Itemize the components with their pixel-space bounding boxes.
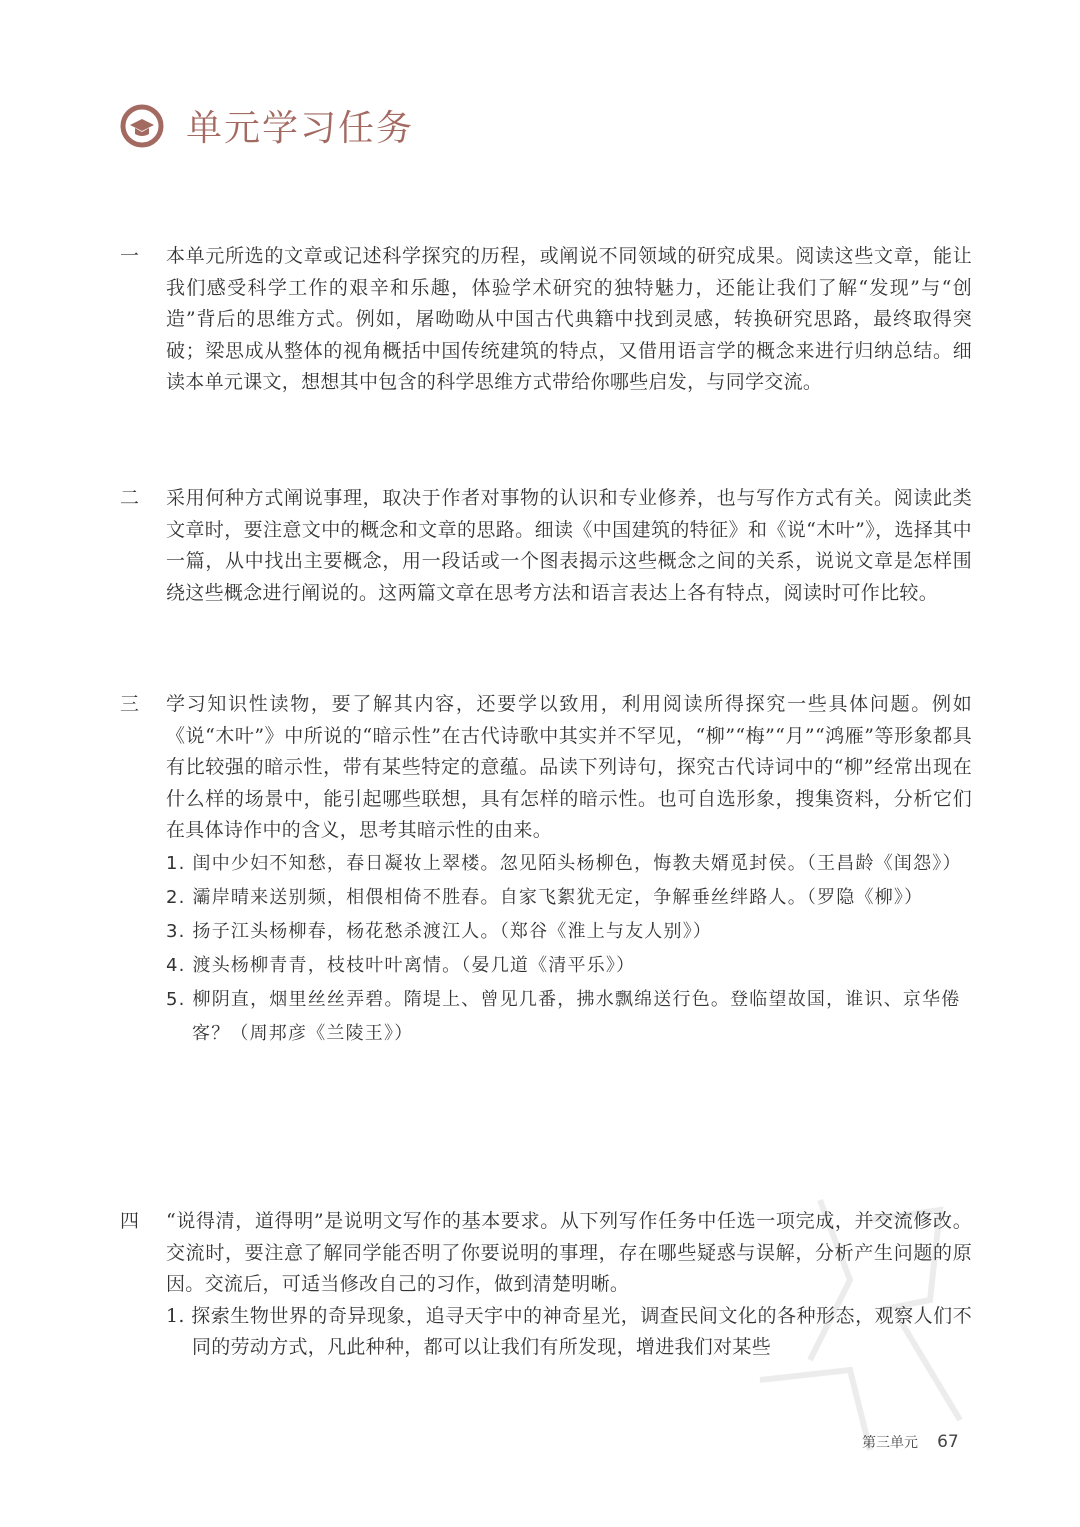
section-text: “说得清，道得明”是说明文写作的基本要求。从下列写作任务中任选一项完成，并交流修改。交流时，要注意了解同学能否明了你要说明的事理，存在哪些疑惑与误解，分析产生问题的原因。交流后，可适当修改自己的习作，做到清楚明晰。: [166, 1210, 972, 1295]
section-text: 采用何种方式阐说事理，取决于作者对事物的认识和专业修养，也与写作方式有关。阅读此类文章时，要注意文中的概念和文章的思路。细读《中国建筑的特征》和《说“木叶”》，选择其中一篇，从中找出主要概念，用一段话或一个图表揭示这些概念之间的关系，说说文章是怎样围绕这些概念进行阐说的。这两篇文章在思考方法和语言表达上各有特点，阅读时可作比较。: [166, 487, 972, 604]
poem-item: 4. 渡头杨柳青青，枝枝叶叶离情。（晏几道《清平乐》）: [166, 954, 636, 976]
poem-item: 5. 柳阴直，烟里丝丝弄碧。隋堤上、曾见几番，拂水飘绵送行色。登临望故国，谁识、京华倦客？（周邦彦《兰陵王》）: [166, 988, 961, 1044]
poem-list: [166, 847, 972, 1051]
section-text: 学习知识性读物，要了解其内容，还要学以致用，利用阅读所得探究一些具体问题。例如《说“木叶”》中所说的“暗示性”在古代诗歌中其实并不罕见，“柳”“梅”“月”“鸿雁”等形象都具有比较强的暗示性，带有某些特定的意蕴。品读下列诗句，探究古代诗词中的“柳”经常出现在什么样的场景中，能引起哪些联想，具有怎样的暗示性。也可自选形象，搜集资料，分析它们在具体诗作中的含义，思考其暗示性的由来。: [166, 693, 972, 841]
page-title: [120, 100, 414, 151]
poem-item: 3. 扬子江头杨柳春，杨花愁杀渡江人。（郑谷《淮上与友人别》）: [166, 920, 713, 942]
task-section-1: [120, 241, 972, 399]
section-number: 四: [120, 1210, 140, 1232]
page-title-text: 单元学习任务: [186, 108, 415, 149]
graduation-cap-icon: [120, 104, 164, 148]
section-number: 二: [120, 487, 140, 509]
section-text: 本单元所选的文章或记述科学探究的历程，或阐说不同领域的研究成果。阅读这些文章，能让我们感受科学工作的艰辛和乐趣，体验学术研究的独特魅力，还能让我们了解“发现”与“创造”背后的思维方式。例如，屠呦呦从中国古代典籍中找到灵感，转换研究思路，最终取得突破；梁思成从整体的视角概括中国传统建筑的特点，又借用语言学的概念来进行归纳总结。细读本单元课文，想想其中包含的科学思维方式带给你哪些启发，与同学交流。: [166, 245, 972, 393]
writing-task-list: [166, 1301, 972, 1364]
poem-item: 2. 灞岸晴来送别频，相偎相倚不胜春。自家飞絮犹无定，争解垂丝绊路人。（罗隐《柳》）: [166, 886, 924, 908]
task-section-4: [120, 1206, 972, 1364]
page-footer: [862, 1432, 959, 1452]
unit-label: 第三单元: [862, 1435, 918, 1451]
task-section-2: [120, 483, 972, 609]
task-section-3: [120, 689, 972, 1051]
writing-task-item: 1. 探索生物世界的奇异现象，追寻天宇中的神奇星光，调查民间文化的各种形态，观察人们不同的劳动方式，凡此种种，都可以让我们有所发现，增进我们对某些: [166, 1304, 972, 1358]
poem-item: 1. 闺中少妇不知愁，春日凝妆上翠楼。忽见陌头杨柳色，悔教夫婿觅封侯。（王昌龄《闺怨》）: [166, 852, 962, 874]
section-number: 一: [120, 245, 140, 267]
section-number: 三: [120, 693, 140, 715]
page-number: 67: [937, 1432, 959, 1452]
